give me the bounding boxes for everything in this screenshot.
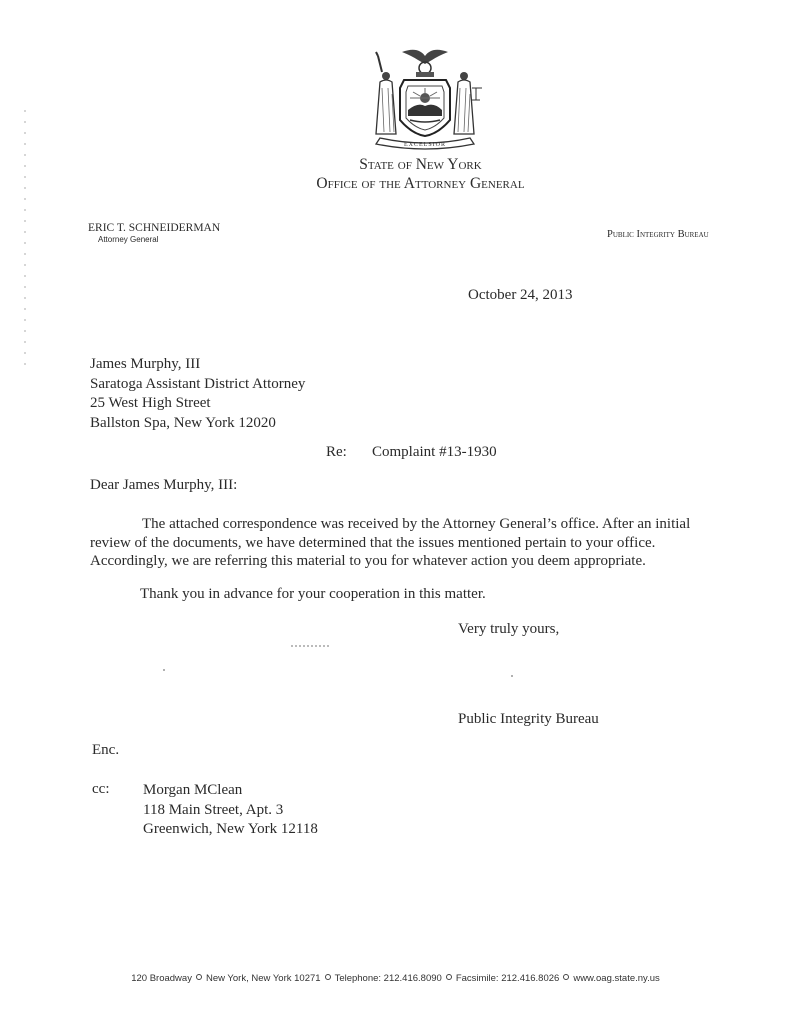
recipient-street: 25 West High Street [90,395,211,411]
attorney-general-title: Attorney General [98,235,159,244]
cc-label: cc: [92,781,110,797]
salutation: Dear James Murphy, III: [90,477,238,493]
scan-speck [511,675,513,677]
letterhead-office: Office of the Attorney General [316,175,525,192]
footer-facsimile: Facsimile: 212.416.8026 [455,973,560,984]
body-paragraph-1-text: The attached correspondence was received by the Attorney General’s office. After an initial review of the documents, we have determined that the issues mentioned pertain to your office. Accordingly, we are referring this material to you for whatever action you deem appropriate. [90,516,691,569]
enclosure-note: Enc. [92,742,120,758]
letter-date: October 24, 2013 [468,287,573,303]
bullet-icon [446,974,452,980]
letterhead-state: State of New York [359,156,482,173]
signer: Public Integrity Bureau [458,711,599,727]
attorney-general-name: ERIC T. SCHNEIDERMAN [88,222,221,234]
cc-recipient [143,781,318,840]
bullet-icon [325,974,331,980]
recipient-name: James Murphy, III [90,356,201,372]
scan-smudge [291,645,331,647]
closing: Very truly yours, [458,621,560,637]
body-paragraph-2: Thank you in advance for your cooperation in this matter. [140,586,486,602]
svg-text:EXCELSIOR: EXCELSIOR [404,142,446,148]
bullet-icon [196,974,202,980]
footer-telephone: Telephone: 212.416.8090 [334,973,442,984]
cc-city: Greenwich, New York 12118 [143,821,318,837]
cc-street: 118 Main Street, Apt. 3 [143,801,284,818]
recipient-city: Ballston Spa, New York 12020 [90,414,276,431]
footer-city: New York, New York 10271 [205,973,321,984]
bullet-icon [563,974,569,980]
re-complaint-number: Complaint #13-1930 [372,444,497,460]
scan-margin-marks [24,110,26,370]
recipient-title: Saratoga Assistant District Attorney [90,375,306,392]
footer-website[interactable]: www.oag.state.ny.us [573,973,660,984]
bureau-heading: Public Integrity Bureau [607,229,709,240]
cc-name: Morgan MClean [143,782,243,798]
re-label: Re: [326,444,347,460]
new-york-state-seal-icon [358,44,492,150]
recipient-address [90,355,305,433]
body-paragraph-1 [90,515,730,571]
scan-speck [163,669,165,671]
footer-address: 120 Broadway [131,973,192,984]
footer-contact [0,973,791,984]
